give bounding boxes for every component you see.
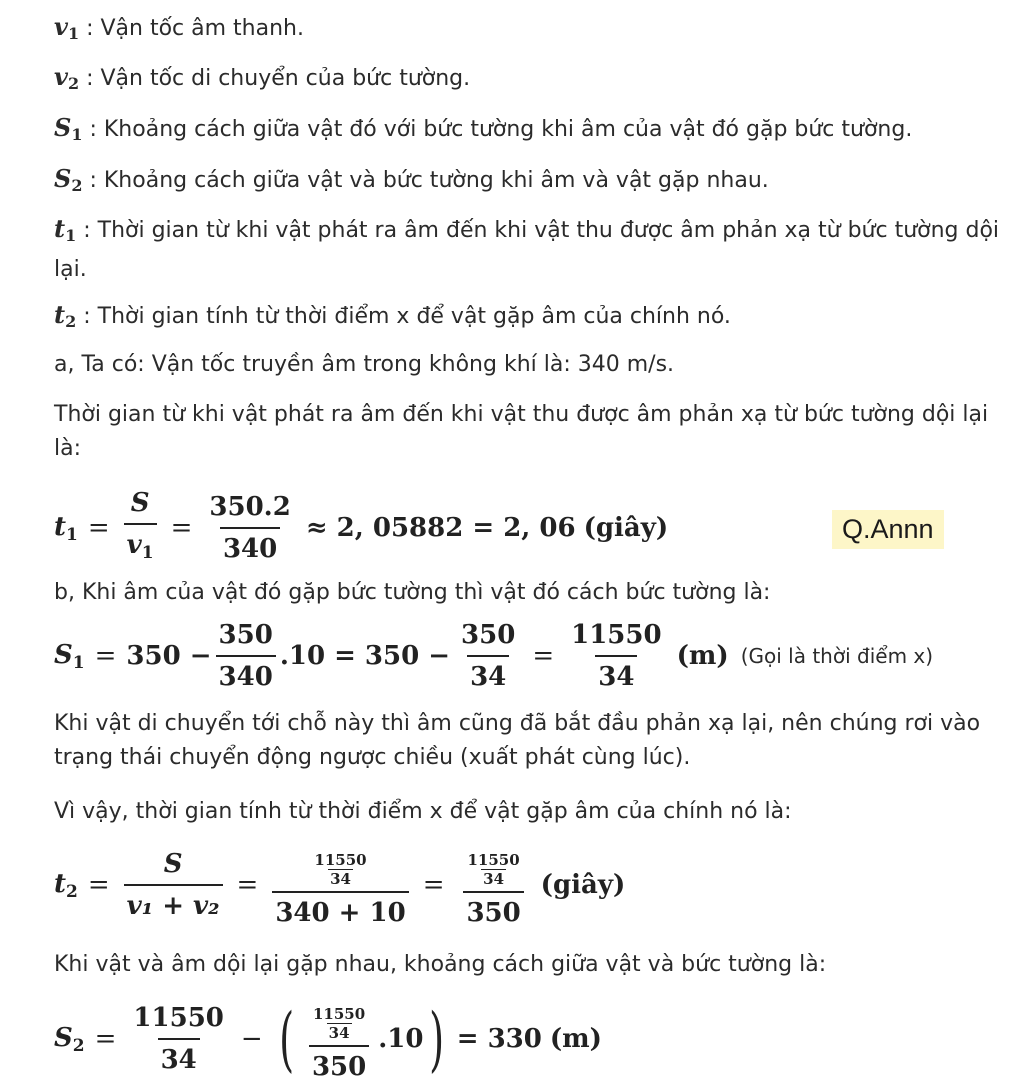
definition-t1: $t_1$ : Thời gian từ khi vật phát ra âm đến khi vật thu được âm phản xạ từ bức tường dội lại. <box>54 214 1000 282</box>
paragraph-a2: Thời gian từ khi vật phát ra âm đến khi vật thu được âm phản xạ từ bức tường dội lại là: <box>54 402 989 461</box>
symbol: $t_1$ <box>54 214 77 245</box>
symbol: $S_1$ <box>54 113 83 144</box>
equation-s1: $S_1$ = 350 − $\frac{350}{340}$ .10 = 350 − $\frac{350}{34}$ = $\frac{11550}{34}$ (m) (Gọi là thời điểm x) <box>54 620 934 692</box>
definition-v2: $v_2$ : Vận tốc di chuyển của bức tường. <box>54 62 471 93</box>
note-moment-x: (Gọi là thời điểm x) <box>740 644 934 668</box>
definition-v1: $v_1$ : Vận tốc âm thanh. <box>54 12 304 43</box>
symbol: $v_1$ <box>54 12 80 43</box>
symbol: $S_2$ <box>54 164 83 195</box>
definition-s1: $S_1$ : Khoảng cách giữa vật đó với bức tường khi âm của vật đó gặp bức tường. <box>54 113 913 144</box>
equation-s2: $S_2$ = $\frac{11550}{34}$ − ( $\frac{\frac{11550}{34}}{350}$ .10 ) = 330 (m) <box>54 998 602 1082</box>
definition-s2: $S_2$ : Khoảng cách giữa vật và bức tường khi âm và vật gặp nhau. <box>54 164 769 195</box>
equation-t1: $t_1$ = $\frac{S}{v_1}$ = $\frac{350.2}{340}$ ≈ 2, 05882 = 2, 06 (giây) <box>54 486 668 570</box>
symbol: $t_2$ <box>54 300 77 331</box>
paragraph-a: a, Ta có: Vận tốc truyền âm trong không khí là: 340 m/s. <box>54 352 675 377</box>
paragraph-c: Khi vật di chuyển tới chỗ này thì âm cũng đã bắt đầu phản xạ lại, nên chúng rơi vào trạng thái chuyển động ngược chiều (xuất phát cùng lúc). <box>54 711 981 770</box>
author-watermark: Q.Annn <box>832 510 944 549</box>
paragraph-e: Khi vật và âm dội lại gặp nhau, khoảng cách giữa vật và bức tường là: <box>54 952 827 977</box>
symbol: $v_2$ <box>54 62 80 93</box>
paragraph-b: b, Khi âm của vật đó gặp bức tường thì vật đó cách bức tường là: <box>54 580 771 605</box>
equation-t2: $t_2$ = $\frac{S}{\text{v₁ + v₂}}$ = $\frac{\frac{11550}{34}}{340 + 10}$ = $\frac{\frac{11550}{34}}{350}$ (giây) <box>54 849 626 928</box>
paragraph-d: Vì vậy, thời gian tính từ thời điểm x để vật gặp âm của chính nó là: <box>54 799 792 824</box>
definition-t2: $t_2$ : Thời gian tính từ thời điểm x để vật gặp âm của chính nó. <box>54 300 731 331</box>
